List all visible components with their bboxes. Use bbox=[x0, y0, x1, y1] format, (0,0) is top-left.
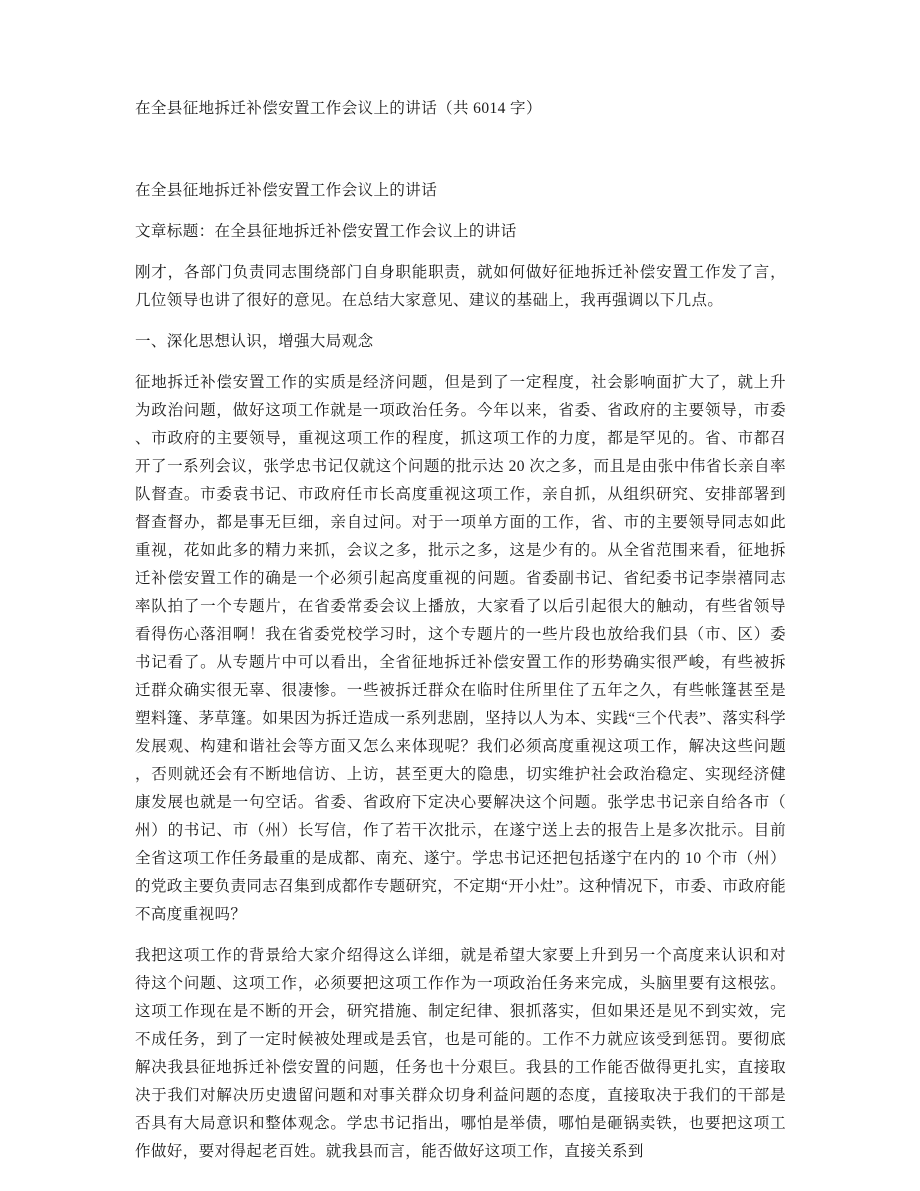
document-title: 在全县征地拆迁补偿安置工作会议上的讲话（共 6014 字） bbox=[135, 100, 542, 117]
document-meta-title: 文章标题：在全县征地拆迁补偿安置工作会议上的讲话 bbox=[135, 223, 517, 240]
intro-paragraph: 刚才，各部门负责同志围绕部门自身职能职责，就如何做好征地拆迁补偿安置工作发了言，几位领导也讲了很好的意见。在总结大家意见、建议的基础上，我再强调以下几点。 bbox=[135, 264, 786, 309]
document-subtitle: 在全县征地拆迁补偿安置工作会议上的讲话 bbox=[135, 182, 438, 199]
section-heading-1: 一、深化思想认识，增强大局观念 bbox=[135, 333, 374, 350]
section-1-paragraph-1: 征地拆迁补偿安置工作的实质是经济问题，但是到了一定程度，社会影响面扩大了，就上升为政治问题，做好这项工作就是一项政治任务。今年以来，省委、省政府的主要领导，市委、市政府的主要领导，重视这项工作的程度，抓这项工作的力度，都是罕见的。省、市都召开了一系列会议，张学忠书记仅就这个问题的批示达 20 次之多，而且是由张中伟省长亲自率队督查。市委袁书记、市政府任市长高度重视这项工作，亲自抓，从组织研究、安排部署到督查督办，都是事无巨细，亲自过问。对于一项单方面的工作，省、市的主要领导同志如此重视，花如此多的精力来抓，会议之多，批示之多，这是少有的。从全省范围来看，征地拆迁补偿安置工作的确是一个必须引起高度重视的问题。省委副书记、省纪委书记李崇禧同志率队拍了一个专题片，在省委常委会议上播放，大家看了以后引起很大的触动，有些省领导看得伤心落泪啊！我在省委党校学习时，这个专题片的一些片段也放给我们县（市、区）委书记看了。从专题片中可以看出，全省征地拆迁补偿安置工作的形势确实很严峻，有些被拆迁群众确实很无辜、很凄惨。一些被拆迁群众在临时住所里住了五年之久，有些帐篷甚至是塑料篷、茅草篷。如果因为拆迁造成一系列悲剧，坚持以人为本、实践“三个代表”、落实科学发展观、构建和谐社会等方面又怎么来体现呢？我们必须高度重视这项工作，解决这些问题，否则就还会有不断地信访、上访，甚至更大的隐患，切实维护社会政治稳定、实现经济健康发展也就是一句空话。省委、省政府下定决心要解决这个问题。张学忠书记亲自给各市（州）的书记、市（州）长写信，作了若干次批示，在遂宁送上去的报告上是多次批示。目前全省这项工作任务最重的是成都、南充、遂宁。学忠书记还把包括遂宁在内的 10 个市（州）的党政主要负责同志召集到成都作专题研究，不定期“开小灶”。这种情况下，市委、市政府能不高度重视吗？ bbox=[135, 374, 786, 923]
section-1-paragraph-2: 我把这项工作的背景给大家介绍得这么详细，就是希望大家要上升到另一个高度来认识和对待这个问题、这项工作，必须要把这项工作作为一项政治任务来完成，头脑里要有这根弦。这项工作现在是不断的开会，研究措施、制定纪律、狠抓落实，但如果还是见不到实效，完不成任务，到了一定时候被处理或是丢官，也是可能的。工作不力就应该受到惩罚。要彻底解决我县征地拆迁补偿安置的问题，任务也十分艰巨。我县的工作能否做得更扎实，直接取决于我们对解决历史遗留问题和对事关群众切身利益问题的态度，直接取决于我们的干部是否具有大局意识和整体观念。学忠书记指出，哪怕是举债，哪怕是砸锅卖铁，也要把这项工作做好，要对得起老百姓。就我县而言，能否做好这项工作，直接关系到 bbox=[135, 947, 786, 1160]
